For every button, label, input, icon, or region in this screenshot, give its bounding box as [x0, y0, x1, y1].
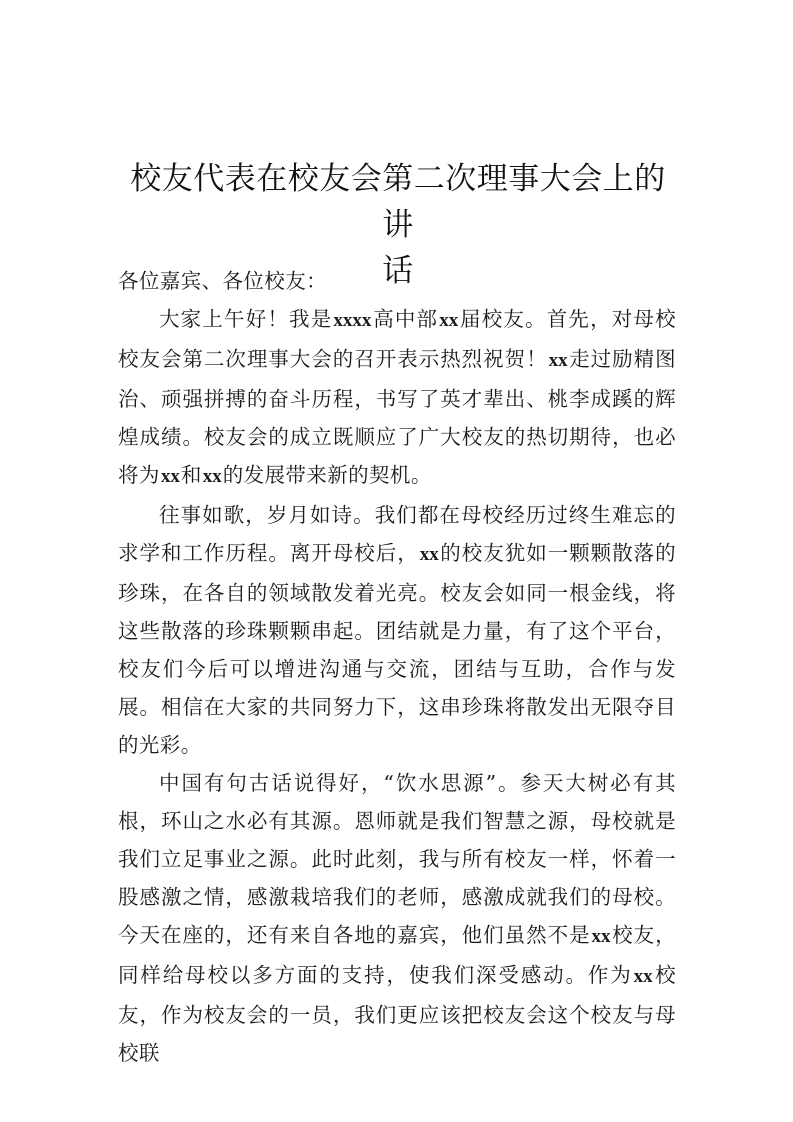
redacted-token: xx — [439, 310, 459, 331]
redacted-token: xx — [419, 544, 439, 565]
redacted-token: xx — [591, 926, 611, 947]
redacted-token: xx — [160, 466, 180, 487]
paragraph-text: 校友，同样给母校以多方面的支持，使我们深受感动。作为 — [118, 923, 676, 987]
paragraph-text: 的校友犹如一颗颗散落的珍珠，在各自的领域散发着光亮。校友会如同一根金线，将这些散落的珍珠颗颗串起。团结就是力量，有了这个平台，校友们今后可以增进沟通与交流，团结与互助，合作与发展。相信在大家的共同努力下，这串珍珠将散发出无限夺目的光彩。 — [118, 541, 676, 757]
paragraph — [118, 496, 676, 764]
paragraph-text: 大家上午好！我是 — [159, 307, 333, 331]
redacted-token: xx — [202, 466, 222, 487]
page-title-line: 话 — [382, 252, 414, 289]
paragraph — [118, 300, 676, 496]
paragraph-text: 中国有句古话说得好，“饮水思源”。参天大树必有其根，环山之水必有其源。恩师就是我们智慧之源，母校就是我们立足事业之源。此时此刻，我与所有校友一样，怀着一股感激之情，感激栽培我们的老师，感激成就我们的母校。今天在座的，还有来自各地的嘉宾，他们虽然不是 — [118, 771, 676, 947]
redacted-token: xxxx — [333, 310, 372, 331]
paragraph — [118, 764, 676, 1072]
page-title-line: 校友代表在校友会第二次理事大会上的讲 — [130, 160, 666, 243]
paragraph-text: 和 — [180, 463, 202, 487]
paragraph-text: 高中部 — [372, 307, 439, 331]
paragraph-text: 往事如歌，岁月如诗。我们都在母校经历过终生难忘的求学和工作历程。离开母校后， — [118, 503, 676, 565]
paragraph-text: 走过励精图治、顽强拼搏的奋斗历程，书写了英才辈出、桃李成蹊的辉煌成绩。校友会的成立既顺应了广大校友的热切期待，也必将为 — [118, 347, 677, 487]
paragraph-text: 校友，作为校友会的一员，我们更应该把校友会这个校友与母校联 — [118, 963, 676, 1065]
paragraph — [118, 262, 676, 300]
redacted-token: xx — [548, 350, 568, 371]
paragraph-text: 届校友。首先，对母校校友会第二次理事大会的召开表示热烈祝贺！ — [118, 307, 677, 371]
document-body — [118, 262, 676, 1072]
redacted-token: xx — [633, 966, 653, 987]
paragraph-text: 的发展带来新的契机。 — [222, 463, 432, 487]
paragraph-text: 各位嘉宾、各位校友： — [118, 269, 327, 293]
